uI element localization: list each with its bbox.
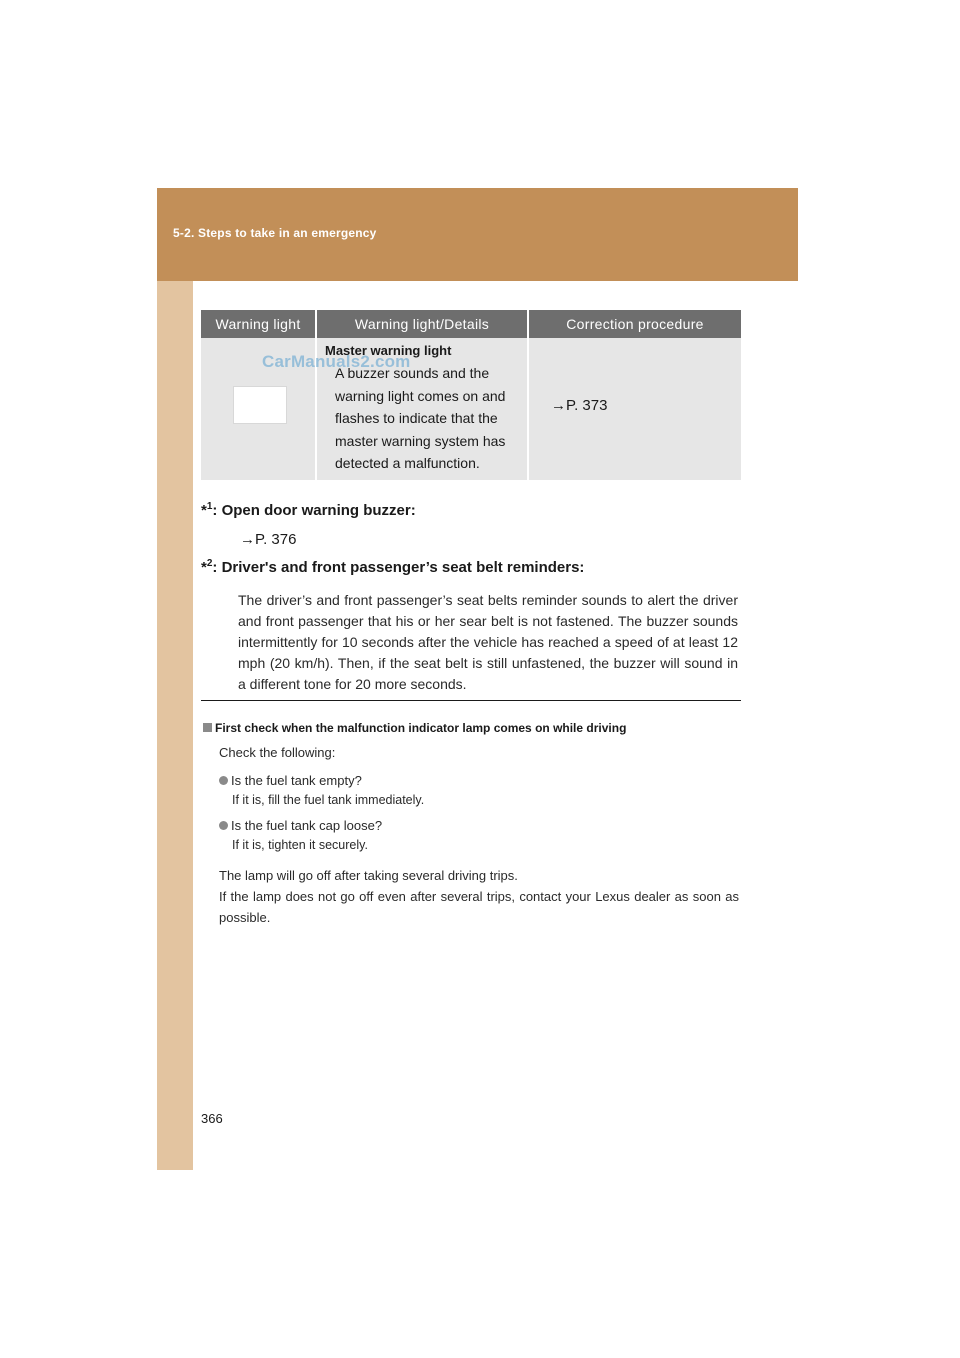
section-title: 5-2. Steps to take in an emergency [173,226,377,240]
info-heading-text: First check when the malfunction indicator lamp comes on while driving [215,721,627,735]
page-number: 366 [201,1111,223,1126]
note-heading-text: : Driver's and front passenger’s seat belt reminders: [212,559,585,576]
column-header-details: Warning light/Details [315,310,527,338]
left-margin-band [157,188,193,1170]
info-heading [203,721,626,735]
closing-line-2: If the lamp does not go off even after several trips, contact your Lexus dealer as soon as possible. [219,889,739,925]
correction-reference: →P. 373 [551,397,608,414]
note-heading-2 [201,558,584,576]
open-door-reference: →P. 376 [240,531,297,548]
list-item-answer: If it is, fill the fuel tank immediately. [232,793,425,807]
note-superscript: 1 [206,501,213,512]
note-heading-text: : Open door warning buzzer: [212,502,416,519]
round-bullet-icon [219,821,228,830]
list-item [219,773,362,788]
column-header-warning-light: Warning light [201,310,315,338]
note-marker: * [201,502,207,519]
detail-title: Master warning light [325,343,452,358]
note-superscript: 2 [206,558,213,569]
list-item-answer: If it is, tighten it securely. [232,838,368,852]
closing-text [219,865,739,928]
round-bullet-icon [219,776,228,785]
divider [201,700,741,701]
master-warning-light-icon [233,386,287,424]
seat-belt-reminder-text: The driver’s and front passenger’s seat belts reminder sounds to alert the driver and front passenger that his or her sear belt is not fastened. The buzzer sounds intermittently for 10 seconds after the vehicle has reached a speed of at least 12 mph (20 km/h). Then, if the seat belt is still unfastened, the buzzer will sound in a different tone for 20 more seconds. [238,592,738,692]
note-heading-1 [201,501,416,519]
correction-cell [527,338,741,480]
column-header-correction: Correction procedure [527,310,741,338]
detail-body: A buzzer sounds and the warning light comes on and flashes to indicate that the master warning system has detected a malfunction. [335,365,506,471]
watermark: CarManuals2.com [262,352,411,371]
warning-light-table [201,310,741,480]
note-marker: * [201,559,207,576]
list-item-question: Is the fuel tank cap loose? [231,818,383,833]
info-intro: Check the following: [219,745,336,760]
list-item-question: Is the fuel tank empty? [231,773,362,788]
closing-line-1: The lamp will go off after taking several driving trips. [219,868,518,883]
square-bullet-icon [203,723,212,732]
list-item [219,818,382,833]
